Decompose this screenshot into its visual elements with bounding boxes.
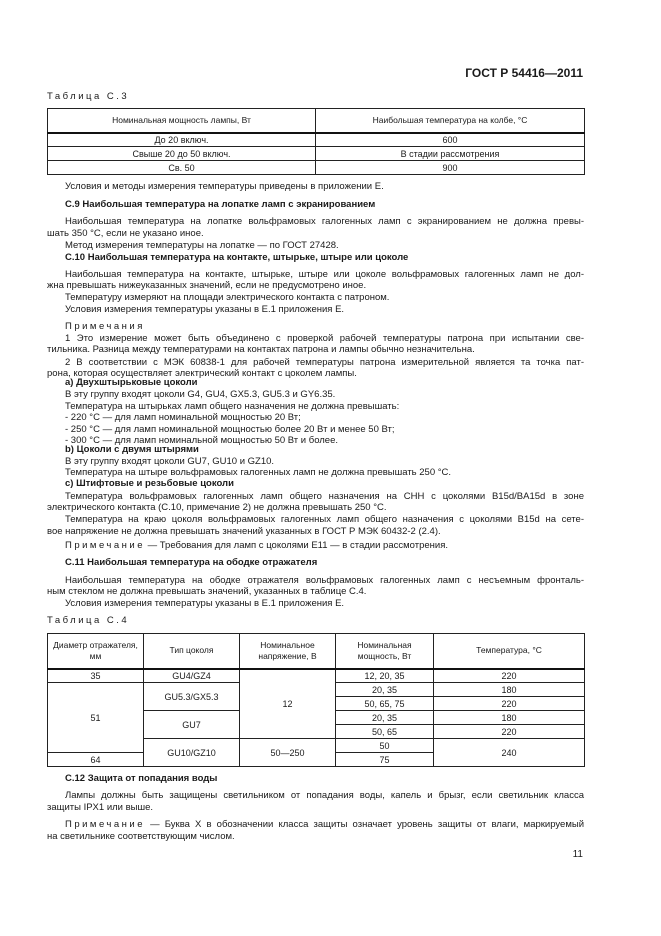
column-header: Номинальное напряжение, В — [240, 634, 336, 669]
cell: 64 — [48, 753, 144, 767]
cell: 600 — [316, 133, 585, 147]
column-header: Температура, °С — [434, 634, 585, 669]
column-header: Тип цоколя — [144, 634, 240, 669]
column-header: Диаметр отражателя, мм — [48, 634, 144, 669]
table-c3-caption: Таблица С.3 — [47, 91, 130, 102]
section-heading: С.11 Наибольшая температура на ободке отражателя — [65, 557, 318, 568]
paragraph-line: Наибольшая температура на ободке отражателя вольфрамовых галогенных ламп с несъемным фронталь- — [65, 575, 584, 586]
paragraph-line: В эту группу входят цоколи G4, GU4, GX5.3, GU5.3 и GY6.35. — [65, 389, 336, 400]
cell: 50, 65 — [336, 725, 434, 739]
note-line: на светильнике соответствующим числом. — [47, 831, 235, 842]
cell: GU4/GZ4 — [144, 669, 240, 683]
paragraph-line: Наибольшая температура на лопатке вольфрамовых галогенных ламп с экранированием не должна превы- — [65, 216, 584, 227]
cell: 35 — [48, 669, 144, 683]
cell: До 20 включ. — [48, 133, 316, 147]
page-number: 11 — [572, 849, 583, 860]
list-item: - 300 °С — для ламп номинальной мощностью 50 Вт и более. — [65, 435, 339, 446]
cell: 75 — [336, 753, 434, 767]
table-row — [48, 161, 585, 175]
paragraph-line: жна превышать нижеуказанных значений, если не предусмотрено иное. — [47, 280, 367, 291]
document-id: ГОСТ Р 54416—2011 — [465, 66, 583, 80]
cell: GU10/GZ10 — [144, 739, 240, 767]
paragraph-line: вое напряжение не должна превышать значений указанных в ГОСТ Р МЭК 60432-2 (2.4). — [47, 526, 441, 537]
note-line: 1 Это измерение может быть объединено с проверкой рабочей температуры патрона при испытании све- — [65, 333, 584, 344]
column-header: Наибольшая температура на колбе, °С — [316, 109, 585, 133]
table-c3 — [47, 108, 585, 175]
note-line: рона, которая осуществляет электрический контакт с цоколем лампы. — [47, 368, 357, 379]
cell: 12, 20, 35 — [336, 669, 434, 683]
paragraph: Условия измерения температуры указаны в Е.1 приложения Е. — [65, 304, 345, 315]
subsection-heading: b) Цоколи с двумя штырями — [65, 444, 199, 455]
table-row — [48, 669, 585, 683]
cell: 180 — [434, 711, 585, 725]
note-label: Примечание — [65, 540, 145, 551]
paragraph-line: Температура вольфрамовых галогенных ламп общего назначения на СНН с цоколями B15d/BA15d в зоне — [65, 491, 584, 502]
paragraph-line: шать 350 °С, если не указано иное. — [47, 228, 204, 239]
cell: Св. 50 — [48, 161, 316, 175]
table-row — [48, 133, 585, 147]
cell: 900 — [316, 161, 585, 175]
list-item: - 250 °С — для ламп номинальной мощностью более 20 Вт и менее 50 Вт; — [65, 424, 395, 435]
paragraph: Условия и методы измерения температуры приведены в приложении Е. — [65, 181, 384, 192]
paragraph: Метод измерения температуры на лопатке — по ГОСТ 27428. — [65, 240, 339, 251]
paragraph-line: Температура на штыре вольфрамовых галогенных ламп не должна превышать 250 °С. — [65, 467, 452, 478]
cell: 220 — [434, 669, 585, 683]
column-header: Номинальная мощность лампы, Вт — [48, 109, 316, 133]
cell: 50, 65, 75 — [336, 697, 434, 711]
note-label: Примечание — [65, 819, 145, 830]
cell: 220 — [434, 697, 585, 711]
notes-title: Примечания — [65, 321, 145, 332]
cell: 180 — [434, 683, 585, 697]
paragraph-line: Наибольшая температура на контакте, штырьке, штыре или цоколе вольфрамовых галогенных ламп не дол- — [65, 269, 584, 280]
cell: 240 — [434, 739, 585, 767]
table-c4 — [47, 633, 585, 767]
cell: 50—250 — [240, 739, 336, 767]
column-header: Номинальная мощность, Вт — [336, 634, 434, 669]
paragraph-line: электрического контакта (С.10, примечание 2) не должна превышать 250 °С. — [47, 502, 387, 513]
cell: 220 — [434, 725, 585, 739]
cell: 51 — [48, 683, 144, 753]
table-row — [48, 147, 585, 161]
subsection-heading: c) Штифтовые и резьбовые цоколи — [65, 478, 234, 489]
subsection-heading: a) Двухштырьковые цоколи — [65, 377, 198, 388]
note-text: — Требования для ламп с цоколями Е11 — в стадии рассмотрения. — [145, 540, 448, 551]
note-line — [47, 819, 584, 831]
paragraph-line: Лампы должны быть защищены светильником от попадания воды, капель и брызг, если светильник класса — [65, 790, 584, 801]
paragraph: Температуру измеряют на площади электрического контакта с патроном. — [65, 292, 390, 303]
cell: 20, 35 — [336, 683, 434, 697]
cell: GU5.3/GX5.3 — [144, 683, 240, 711]
note-line: тильника. Разница между температурами на контактах патрона и лампы обычно незначительна. — [47, 344, 475, 355]
cell: В стадии рассмотрения — [316, 147, 585, 161]
section-heading: С.9 Наибольшая температура на лопатке ламп с экранированием — [65, 199, 376, 210]
cell: GU7 — [144, 711, 240, 739]
paragraph-line: защиты IPX1 или выше. — [47, 802, 154, 813]
cell: 12 — [240, 669, 336, 739]
paragraph-line: ным стеклом не должна превышать значений, указанных в таблице С.4. — [47, 586, 367, 597]
cell: Свыше 20 до 50 включ. — [48, 147, 316, 161]
paragraph-line: Температура на краю цоколя вольфрамовых галогенных ламп общего назначения с цоколями B15d на сете- — [65, 514, 584, 525]
note-line: 2 В соответствии с МЭК 60838-1 для рабочей температуры патрона измерительной является та точка пат- — [65, 357, 584, 368]
note — [47, 540, 584, 552]
section-heading: С.10 Наибольшая температура на контакте, штырьке, штыре или цоколе — [65, 252, 409, 263]
paragraph: Условия измерения температуры указаны в Е.1 приложения Е. — [65, 598, 345, 609]
paragraph-line: В эту группу входят цоколи GU7, GU10 и GZ10. — [65, 456, 275, 467]
cell: 20, 35 — [336, 711, 434, 725]
list-item: - 220 °С — для ламп номинальной мощностью 20 Вт; — [65, 412, 301, 423]
cell: 50 — [336, 739, 434, 753]
table-c4-caption: Таблица С.4 — [47, 615, 130, 626]
note-text: — Буква X в обозначении класса защиты означает уровень защиты от влаги, маркируемый — [145, 819, 584, 830]
section-heading: С.12 Защита от попадания воды — [65, 773, 218, 784]
paragraph-line: Температура на штырьках ламп общего назначения не должна превышать: — [65, 401, 400, 412]
